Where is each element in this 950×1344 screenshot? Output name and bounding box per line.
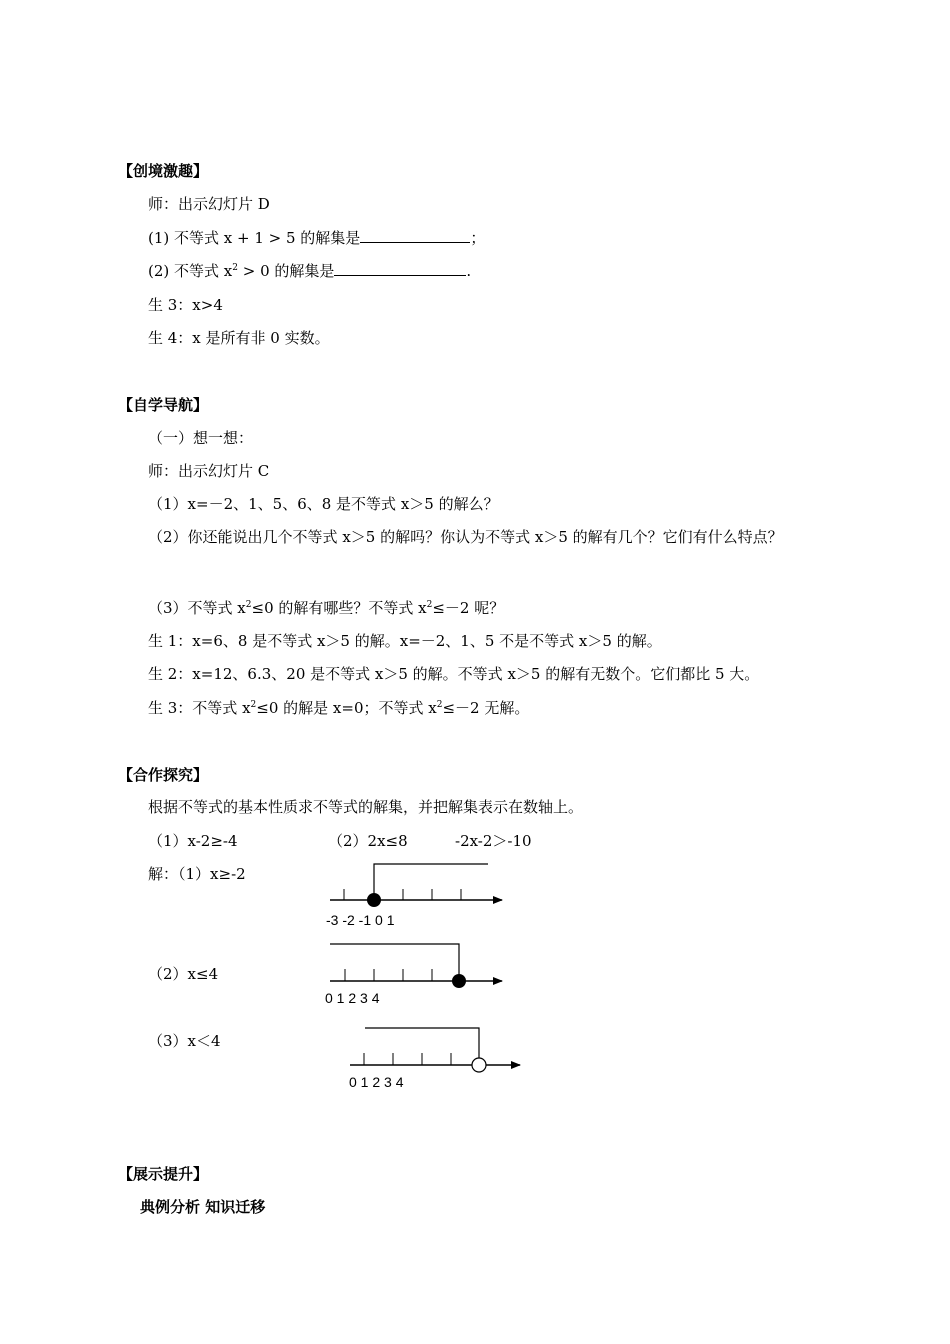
solution-2: （2）x≤4 — [148, 965, 219, 983]
answer-3-part-c: ≤－2 无解。 — [442, 699, 530, 717]
exponent: 2 — [426, 600, 433, 610]
think-heading: （一）想一想： — [148, 429, 254, 447]
section-title-zhanshi: 【展示提升】 — [118, 1165, 209, 1183]
answer-3-part-b: ≤0 的解是 x=0；不等式 x — [256, 699, 437, 717]
question-2: （2）你还能说出几个不等式 x＞5 的解吗？你认为不等式 x＞5 的解有几个？它们有什么特点？ — [148, 528, 783, 546]
question-2-text: (2) 不等式 x — [148, 262, 233, 280]
student-1-answer: 生 1：x=6、8 是不等式 x＞5 的解。x=－2、1、5 不是不等式 x＞5 的解。 — [148, 632, 662, 650]
number-line-3 — [349, 1028, 520, 1090]
question-1: （1）x=－2、1、5、6、8 是不等式 x＞5 的解么？ — [148, 495, 499, 513]
student-4-answer: 生 4：x 是所有非 0 实数。 — [148, 329, 330, 347]
closed-endpoint — [367, 893, 381, 907]
closed-endpoint — [452, 974, 466, 988]
student-3-answer: 生 3：x>4 — [148, 296, 223, 314]
question-1-text: (1) 不等式 x + 1 > 5 的解集是 — [148, 229, 361, 247]
subheading-example-analysis: 典例分析 知识迁移 — [140, 1198, 266, 1216]
student-2-answer: 生 2：x=12、6.3、20 是不等式 x＞5 的解。不等式 x＞5 的解有无数个。它们都比 5 大。 — [148, 665, 760, 683]
solution-3: （3）x＜4 — [148, 1032, 221, 1050]
question-3-part-c: ≤－2 呢？ — [432, 599, 505, 617]
exponent: 2 — [232, 263, 238, 273]
question-2-mid: > 0 的解集是 — [237, 262, 335, 280]
answer-3-part-a: 生 3：不等式 x — [148, 699, 251, 717]
exponent: 2 — [436, 700, 443, 710]
teacher-line: 师：出示幻灯片 D — [148, 195, 270, 213]
question-1-end: ； — [470, 229, 486, 247]
question-3-part-a: （3）不等式 x — [148, 599, 246, 617]
open-endpoint — [472, 1058, 486, 1072]
section-title-zixue: 【自学导航】 — [118, 396, 209, 414]
problem-2: （2）2x≤8 — [328, 832, 408, 850]
problem-1: （1）x-2≥-4 — [148, 832, 238, 850]
section-title-hezuo: 【合作探究】 — [118, 766, 209, 784]
axis-3-labels: 0 1 2 3 4 — [349, 1074, 404, 1090]
axis-2-labels: 0 1 2 3 4 — [325, 990, 380, 1006]
teacher-line-c: 师：出示幻灯片 C — [148, 462, 270, 480]
solution-1: 解：（1）x≥-2 — [148, 865, 246, 883]
exponent: 2 — [245, 600, 252, 610]
number-line-1 — [326, 864, 502, 928]
section-title-chuangjing: 【创境激趣】 — [118, 162, 209, 180]
question-2-end: . — [466, 262, 472, 280]
exponent: 2 — [250, 700, 257, 710]
solution-range-bracket — [374, 864, 488, 900]
instruction-text: 根据不等式的基本性质求不等式的解集，并把解集表示在数轴上。 — [148, 798, 584, 816]
problem-3: -2x-2＞-10 — [455, 832, 532, 850]
number-line-2 — [325, 944, 502, 1006]
axis-1-labels: -3 -2 -1 0 1 — [326, 912, 395, 928]
solution-range-bracket — [330, 944, 459, 981]
question-3-part-b: ≤0 的解有哪些？不等式 x — [251, 599, 427, 617]
